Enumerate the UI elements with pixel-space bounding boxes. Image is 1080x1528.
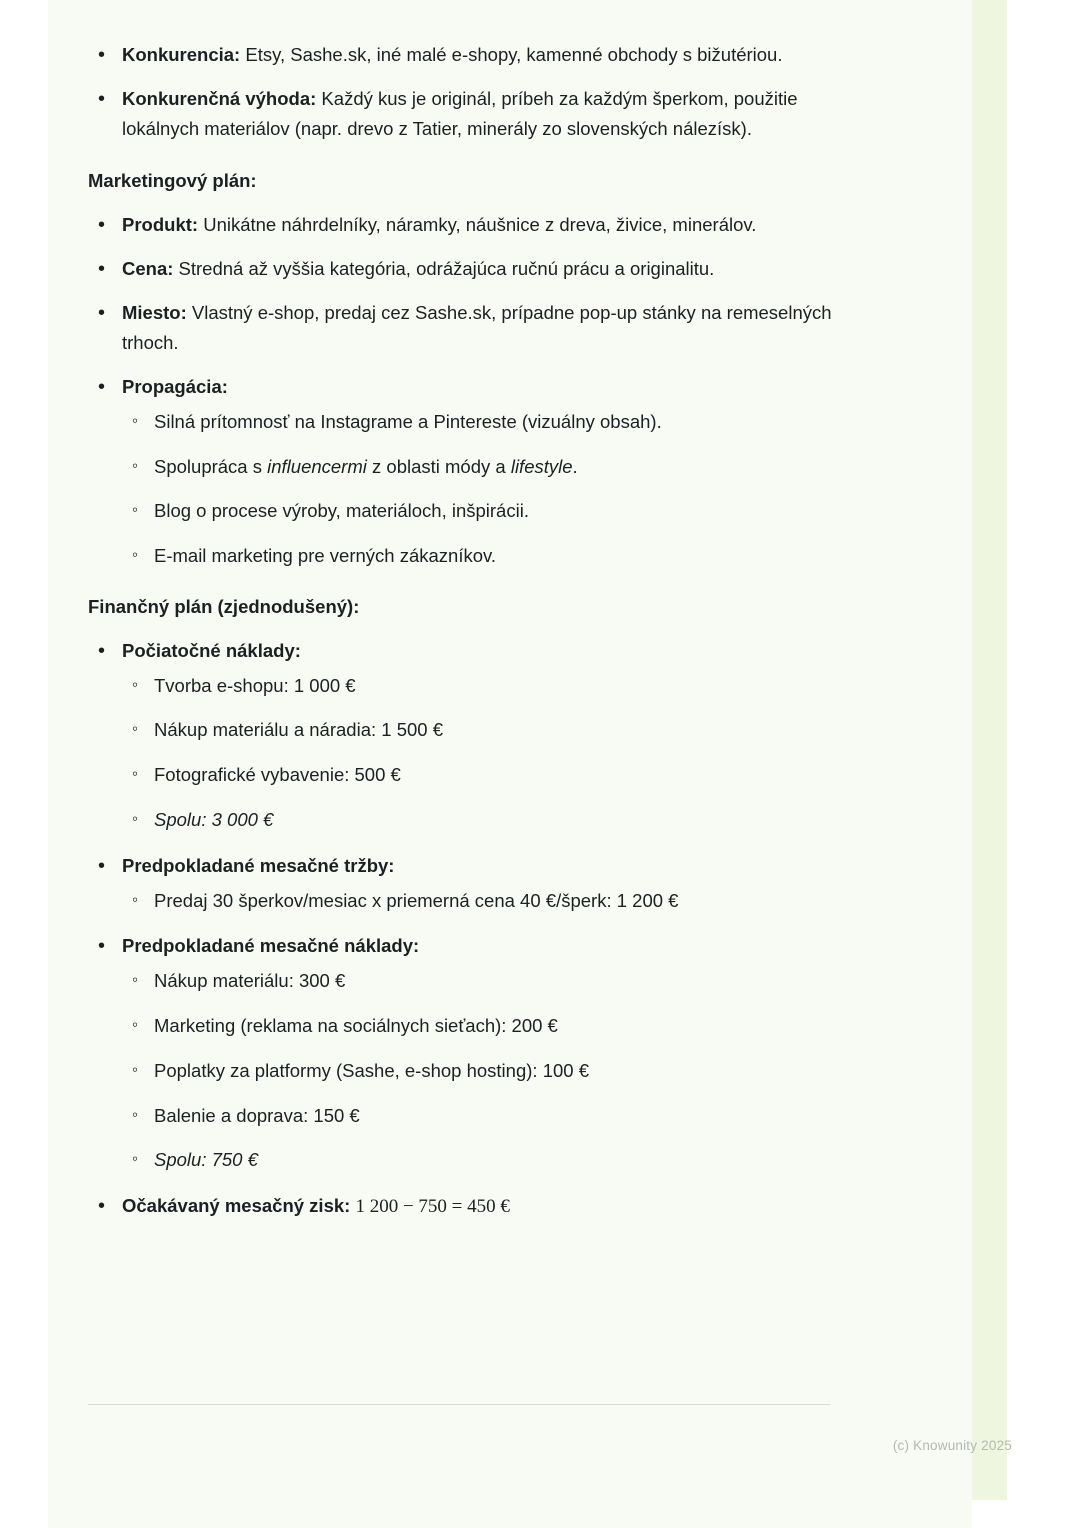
list-item-lead: Očakávaný mesačný zisk: <box>122 1195 351 1217</box>
list-item <box>88 254 848 284</box>
list-item <box>122 408 848 436</box>
left-margin <box>0 0 48 1528</box>
list-item-monthly-costs <box>88 931 848 1174</box>
competition-list <box>88 40 848 144</box>
list-item-text: Marketing (reklama na sociálnych sieťach): 200 € <box>154 1015 558 1037</box>
revenue-sublist <box>122 887 848 915</box>
list-item-lead: Konkurenčná výhoda: <box>122 87 317 109</box>
list-item-text: Spolu: 750 € <box>154 1149 258 1171</box>
emphasis-lifestyle: lifestyle <box>510 455 573 477</box>
list-item-lead: Cena: <box>122 257 174 279</box>
financial-list <box>88 636 848 1223</box>
list-item-text: Poplatky za platformy (Sashe, e-shop hosting): 100 € <box>154 1059 589 1081</box>
initial-costs-sublist <box>122 672 848 834</box>
list-item-text: Etsy, Sashe.sk, iné malé e-shopy, kamenné obchody s bižutériou. <box>240 44 783 65</box>
list-item-text: Unikátne náhrdelníky, náramky, náušnice z dreva, živice, minerálov. <box>198 213 757 235</box>
list-item <box>122 716 848 744</box>
list-item <box>88 298 848 358</box>
section-heading-financial: Finančný plán (zjednodušený): <box>88 595 360 617</box>
list-item-text: Spolupráca s <box>154 455 268 477</box>
list-item-propagacia <box>88 372 848 570</box>
list-item-lead: Počiatočné náklady: <box>122 639 301 661</box>
list-item-total <box>122 806 848 834</box>
list-item-text: Vlastný e-shop, predaj cez Sashe.sk, prípadne pop-up stánky na remeselných trhoch. <box>122 301 832 353</box>
list-item-text: Tvorba e-shopu: 1 000 € <box>154 674 356 696</box>
list-item-lead: Predpokladané mesačné tržby: <box>122 854 395 876</box>
list-item-text: Fotografické vybavenie: 500 € <box>154 764 401 786</box>
list-item <box>88 40 848 70</box>
list-item-lead: Produkt: <box>122 213 199 235</box>
right-accent-strip <box>972 0 1007 1500</box>
list-item-initial-costs <box>88 636 848 834</box>
list-item <box>122 887 848 915</box>
list-item-lead: Konkurencia: <box>122 44 241 65</box>
section-heading-marketing: Marketingový plán: <box>88 169 257 191</box>
list-item <box>122 761 848 789</box>
watermark: (c) Knowunity 2025 <box>892 1438 1012 1453</box>
list-item-lead: Miesto: <box>122 301 187 323</box>
document-content <box>88 40 848 1237</box>
list-item <box>122 453 848 481</box>
list-item-text: E-mail marketing pre verných zákazníkov. <box>154 545 497 566</box>
list-item-text: Spolu: 3 000 € <box>154 808 274 830</box>
list-item-text: Každý kus je originál, príbeh za každým šperkom, použitie lokálnych materiálov (napr. drevo z Tatier, minerály zo slovenských nálezísk). <box>122 87 798 139</box>
profit-formula: 1 200 − 750 = 450 € <box>355 1196 510 1218</box>
list-item <box>122 1102 848 1130</box>
list-item-text: Stredná až vyššia kategória, odrážajúca ručnú prácu a originalitu. <box>173 257 715 279</box>
list-item <box>122 497 848 525</box>
list-item-text: Balenie a doprava: 150 € <box>154 1104 360 1126</box>
list-item-profit <box>88 1191 848 1223</box>
list-item-text: Silná prítomnosť na Instagrame a Pintereste (vizuálny obsah). <box>154 410 662 432</box>
list-item-text: Blog o procese výroby, materiáloch, inšpirácii. <box>154 500 529 522</box>
list-item <box>122 967 848 995</box>
list-item-total <box>122 1146 848 1174</box>
list-item <box>122 1057 848 1085</box>
list-item-text-post: . <box>572 455 578 477</box>
emphasis-influencermi: influencermi <box>267 455 367 477</box>
list-item-text: Nákup materiálu a náradia: 1 500 € <box>154 719 443 741</box>
list-item-lead: Propagácia: <box>122 375 228 397</box>
footer-divider <box>88 1404 830 1405</box>
list-item <box>122 542 848 570</box>
list-item <box>122 1012 848 1040</box>
propagacia-sublist <box>122 408 848 570</box>
marketing-list <box>88 210 848 570</box>
monthly-costs-sublist <box>122 967 848 1174</box>
list-item <box>88 210 848 240</box>
list-item <box>88 84 848 144</box>
list-item <box>122 672 848 700</box>
list-item-lead: Predpokladané mesačné náklady: <box>122 935 420 957</box>
list-item-text: Predaj 30 šperkov/mesiac x priemerná cena 40 €/šperk: 1 200 € <box>154 889 679 911</box>
right-margin <box>972 0 1080 1528</box>
list-item-revenue <box>88 851 848 915</box>
list-item-text: Nákup materiálu: 300 € <box>154 970 346 992</box>
list-item-text-mid: z oblasti módy a <box>366 455 511 477</box>
